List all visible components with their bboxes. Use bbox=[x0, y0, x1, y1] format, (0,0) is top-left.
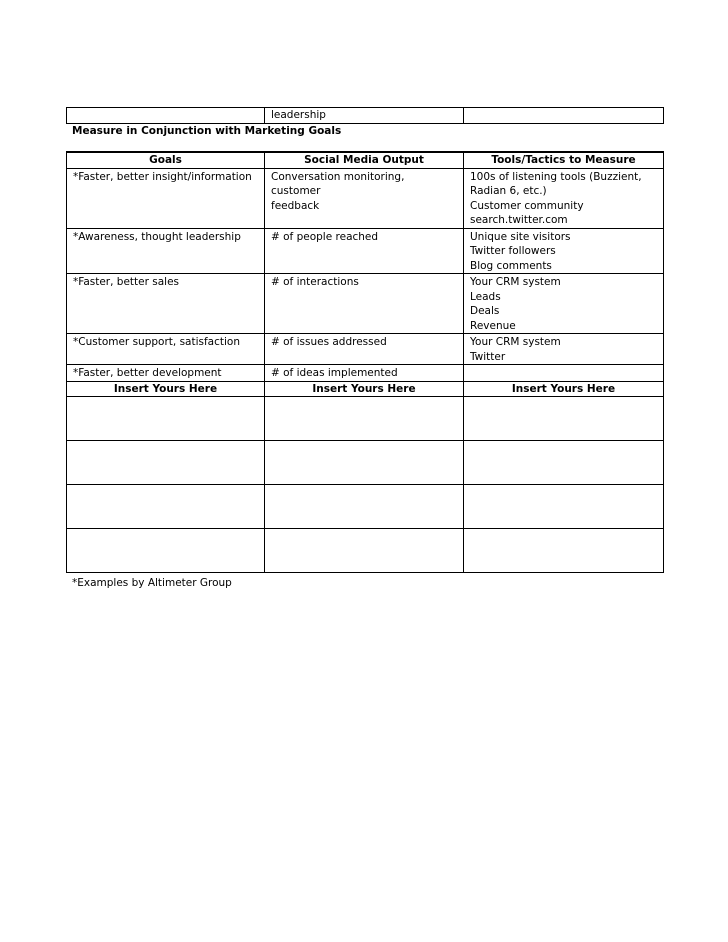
table-row bbox=[67, 228, 664, 274]
tools-line: Your CRM system bbox=[470, 276, 561, 288]
column-header-social-media-output: Social Media Output bbox=[265, 152, 464, 168]
footnote: *Examples by Altimeter Group bbox=[72, 577, 232, 589]
blank-cell bbox=[464, 529, 664, 573]
section-heading: Measure in Conjunction with Marketing Goals bbox=[72, 125, 342, 137]
output-line: # of issues addressed bbox=[271, 336, 387, 348]
continued-table-row bbox=[66, 107, 664, 124]
blank-cell bbox=[464, 397, 664, 441]
output-cell bbox=[265, 228, 464, 274]
blank-cell bbox=[464, 441, 664, 485]
output-cell bbox=[265, 334, 464, 365]
tools-cell bbox=[464, 274, 664, 334]
blank-cell bbox=[464, 485, 664, 529]
tools-line: Customer community bbox=[470, 199, 584, 212]
blank-row bbox=[67, 397, 664, 441]
blank-cell bbox=[67, 485, 265, 529]
tools-line: Your CRM system bbox=[470, 336, 561, 348]
tools-cell bbox=[464, 168, 664, 228]
goals-table bbox=[66, 151, 664, 573]
output-line: # of interactions bbox=[271, 276, 359, 288]
table-row bbox=[67, 334, 664, 365]
tools-line: Blog comments bbox=[470, 259, 552, 272]
table-row bbox=[67, 365, 664, 382]
tools-line: Revenue bbox=[470, 319, 516, 332]
tools-line: Unique site visitors bbox=[470, 230, 571, 243]
goal-cell: *Faster, better development bbox=[67, 365, 265, 382]
table-cell bbox=[464, 108, 664, 124]
table-cell bbox=[67, 108, 265, 124]
blank-cell bbox=[67, 441, 265, 485]
column-header-goals: Goals bbox=[67, 152, 265, 168]
table-row bbox=[67, 274, 664, 334]
table-row bbox=[67, 108, 664, 124]
output-line: Conversation monitoring, customer bbox=[271, 170, 405, 197]
insert-row bbox=[67, 381, 664, 397]
goal-cell: *Faster, better insight/information bbox=[67, 168, 265, 228]
blank-cell bbox=[67, 529, 265, 573]
goal-cell: *Faster, better sales bbox=[67, 274, 265, 334]
insert-cell: Insert Yours Here bbox=[265, 381, 464, 397]
output-cell bbox=[265, 274, 464, 334]
table-body bbox=[67, 168, 664, 381]
blank-cell bbox=[265, 485, 464, 529]
output-line: # of ideas implemented bbox=[271, 367, 398, 379]
tools-line: Twitter followers bbox=[470, 245, 556, 257]
goal-cell: *Awareness, thought leadership bbox=[67, 228, 265, 274]
column-header-tools-tactics: Tools/Tactics to Measure bbox=[464, 152, 664, 168]
output-line: feedback bbox=[271, 199, 320, 212]
table-header-row bbox=[67, 152, 664, 168]
blank-row bbox=[67, 485, 664, 529]
tools-line: Twitter bbox=[470, 350, 506, 363]
tools-line: search.twitter.com bbox=[470, 214, 568, 226]
output-cell bbox=[265, 365, 464, 382]
blank-rows bbox=[67, 397, 664, 573]
blank-row bbox=[67, 441, 664, 485]
tools-cell bbox=[464, 334, 664, 365]
goal-cell: *Customer support, satisfaction bbox=[67, 334, 265, 365]
tools-line: Radian 6, etc.) bbox=[470, 185, 547, 197]
tools-line: 100s of listening tools (Buzzient, bbox=[470, 170, 642, 183]
blank-row bbox=[67, 529, 664, 573]
insert-cell: Insert Yours Here bbox=[67, 381, 265, 397]
output-line: # of people reached bbox=[271, 230, 379, 243]
blank-cell bbox=[265, 397, 464, 441]
blank-cell bbox=[67, 397, 265, 441]
insert-cell: Insert Yours Here bbox=[464, 381, 664, 397]
tools-line: Leads bbox=[470, 290, 501, 303]
blank-cell bbox=[265, 441, 464, 485]
table-cell: leadership bbox=[265, 108, 464, 124]
tools-cell bbox=[464, 228, 664, 274]
tools-cell bbox=[464, 365, 664, 382]
table-row bbox=[67, 168, 664, 228]
output-cell bbox=[265, 168, 464, 228]
blank-cell bbox=[265, 529, 464, 573]
tools-line: Deals bbox=[470, 305, 500, 317]
